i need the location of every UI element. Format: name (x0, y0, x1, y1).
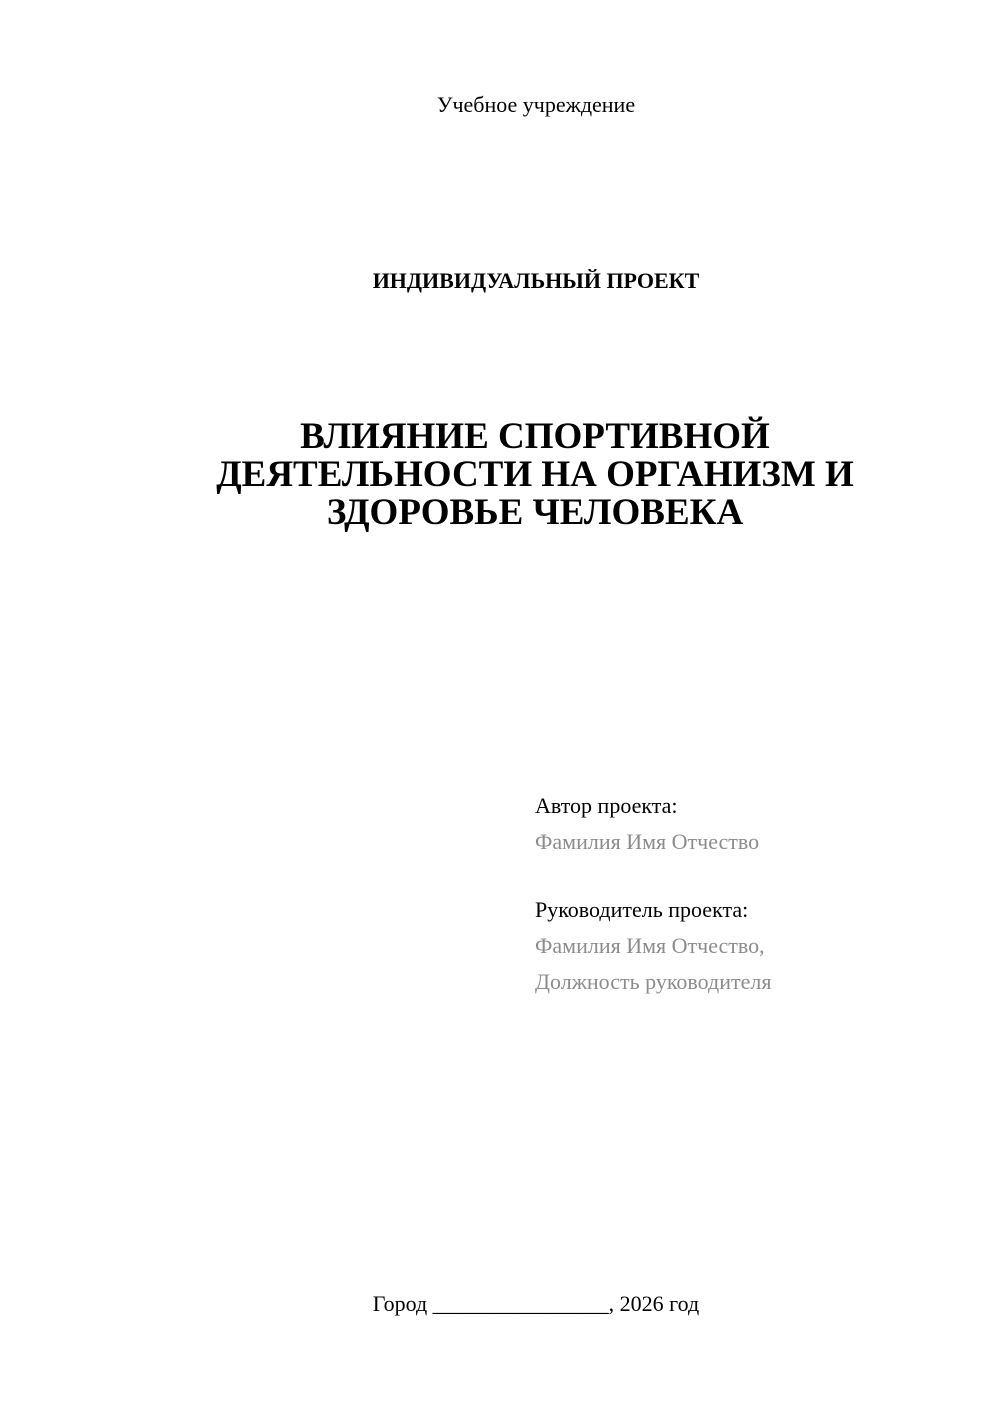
author-name: Фамилия Имя Отчество (535, 829, 760, 854)
project-participants (535, 788, 975, 1000)
document-type: ИНДИВИДУАЛЬНЫЙ ПРОЕКТ (372, 268, 700, 293)
supervisor-position: Должность руководителя (535, 969, 772, 994)
supervisor-label: Руководитель проекта: (535, 897, 749, 922)
city-year-footer: Город ________________, 2026 год (372, 1291, 700, 1316)
institution-name: Учебное учреждение (436, 92, 636, 117)
project-title-line-1: ВЛИЯНИЕ СПОРТИВНОЙ (300, 416, 770, 457)
project-title-line-2: ДЕЯТЕЛЬНОСТИ НА ОРГАНИЗМ И (216, 454, 854, 495)
spacer (535, 860, 975, 892)
author-label: Автор проекта: (535, 793, 678, 818)
project-title (170, 418, 900, 532)
project-title-line-3: ЗДОРОВЬЕ ЧЕЛОВЕКА (326, 492, 744, 533)
supervisor-name: Фамилия Имя Отчество, (535, 933, 765, 958)
